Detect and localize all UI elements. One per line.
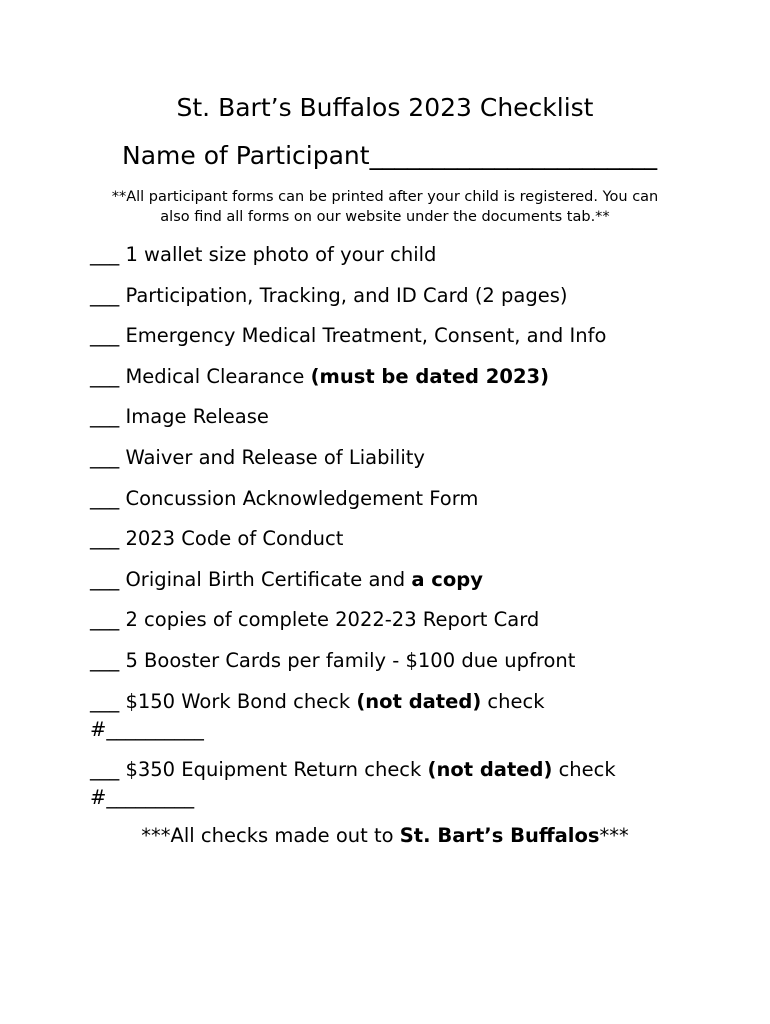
item-text: $350 Equipment Return check	[125, 757, 428, 781]
forms-note	[60, 187, 710, 227]
item-text: Original Birth Certificate and	[125, 567, 412, 591]
item-text: Emergency Medical Treatment, Consent, and Info	[125, 324, 607, 348]
checklist-item-waiver	[90, 444, 690, 472]
item-text: 1 wallet size photo of your child	[125, 243, 437, 266]
checklist-item-participation-card	[90, 282, 690, 310]
checklist-item-photo	[90, 241, 690, 269]
checklist-item-medical-clearance	[90, 363, 690, 391]
check-blank: ___	[90, 324, 120, 348]
check-blank: ___	[90, 567, 120, 591]
item-text-after: check	[481, 689, 545, 713]
check-blank: ___	[90, 689, 120, 713]
item-emphasis: (not dated)	[356, 689, 482, 713]
forms-note-line-1: **All participant forms can be printed after your child is registered. You can	[111, 189, 659, 205]
check-blank: ___	[90, 527, 120, 551]
checklist-items	[90, 241, 690, 824]
footer-team-name: St. Bart’s Buffalos	[399, 824, 600, 847]
item-emphasis: a copy	[411, 567, 483, 591]
checklist-item-concussion	[90, 485, 690, 513]
item-emphasis: (not dated)	[427, 757, 553, 781]
item-text-after: check	[552, 757, 616, 781]
check-number-line: #_________	[90, 785, 195, 809]
checklist-item-birth-certificate	[90, 566, 690, 594]
participant-name-line: Name of Participant_______________________	[122, 141, 658, 170]
item-text: Participation, Tracking, and ID Card (2 pages)	[125, 283, 568, 307]
item-line-1	[90, 688, 690, 716]
item-emphasis: (must be dated 2023)	[310, 364, 549, 388]
item-text: 5 Booster Cards per family - $100 due upfront	[125, 648, 576, 672]
check-blank: ___	[90, 364, 120, 388]
check-blank: ___	[90, 283, 120, 307]
item-text: Medical Clearance	[125, 364, 311, 388]
footer-prefix: ***All checks made out to	[141, 824, 400, 847]
checklist-item-booster-cards	[90, 647, 690, 675]
checklist-item-equipment-return	[90, 756, 690, 812]
checklist-item-emergency-medical	[90, 322, 690, 350]
check-blank: ___	[90, 648, 120, 672]
checks-payable-note	[0, 822, 770, 850]
check-blank: ___	[90, 445, 120, 469]
item-text: 2023 Code of Conduct	[125, 527, 344, 551]
item-text: $150 Work Bond check	[125, 689, 357, 713]
item-text: 2 copies of complete 2022-23 Report Card	[125, 608, 540, 632]
check-blank: ___	[90, 243, 120, 266]
check-number-line: #__________	[90, 717, 204, 741]
item-text: Image Release	[125, 405, 269, 429]
page-title: St. Bart’s Buffalos 2023 Checklist	[176, 93, 594, 122]
forms-note-line-2: also find all forms on our website under the documents tab.**	[160, 209, 610, 225]
checklist-item-code-of-conduct	[90, 525, 690, 553]
item-line-1	[90, 756, 690, 784]
item-text: Waiver and Release of Liability	[125, 445, 425, 469]
item-text: Concussion Acknowledgement Form	[125, 486, 479, 510]
check-blank: ___	[90, 608, 120, 632]
footer-suffix: ***	[599, 824, 629, 847]
check-blank: ___	[90, 486, 120, 510]
checklist-item-report-card	[90, 606, 690, 634]
checklist-item-work-bond	[90, 688, 690, 744]
check-blank: ___	[90, 405, 120, 429]
checklist-item-image-release	[90, 403, 690, 431]
check-blank: ___	[90, 757, 120, 781]
